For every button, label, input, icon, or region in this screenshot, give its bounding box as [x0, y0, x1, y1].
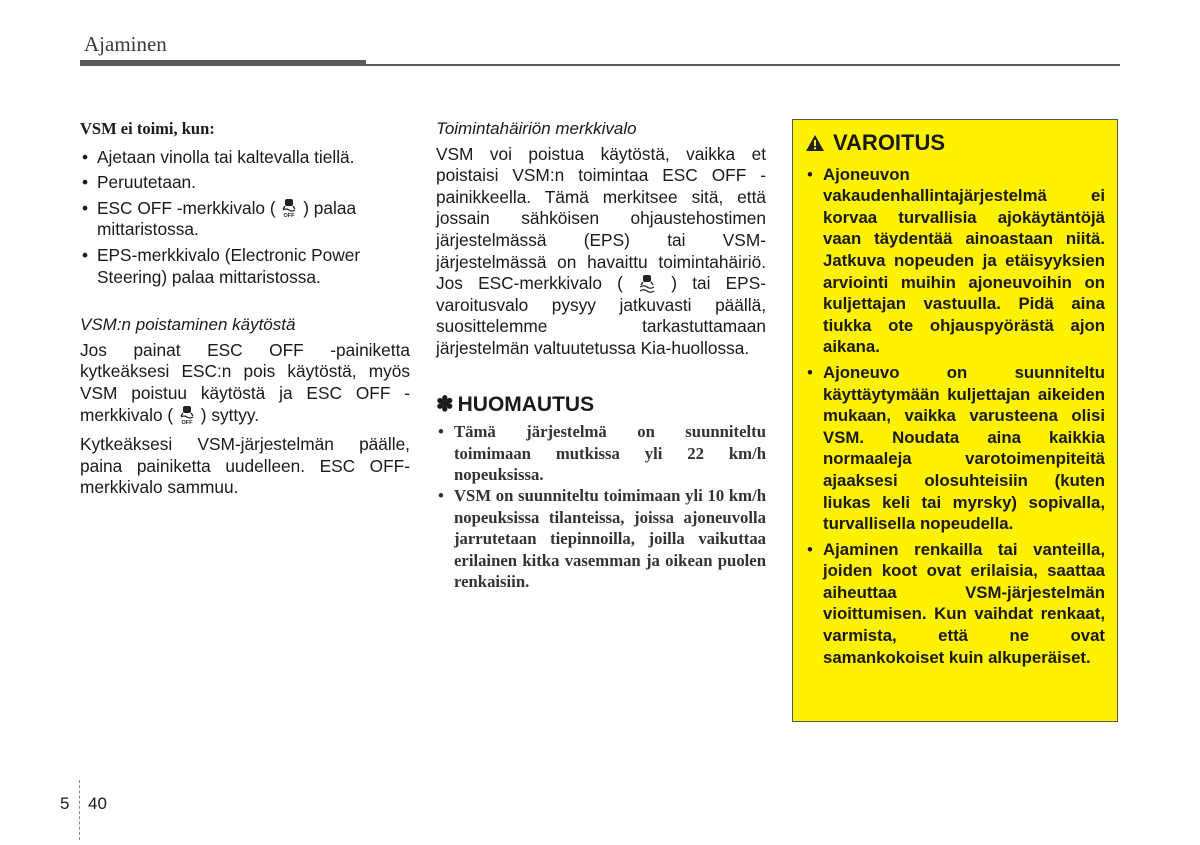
list-item-text: ESC OFF -merkkivalo ( [97, 197, 276, 218]
list-item: • Ajoneuvon vakaudenhallintajärjestelmä ei korvaa turvallisia ajokäytäntöjä vaan täydentää ainoastaan niitä. Jatkuva nopeuden ja etäisyyksien arviointi muihin ajoneuvoihin on kuljettajan vastuulla. Pidä aina tiukka ote ohjauspyörästä ajon aikana. [805, 164, 1105, 358]
list-item: • Ajoneuvo on suunniteltu käyttäytymään kuljettajan aikeiden mukaan, vaikka varusteena olisi VSM. Noudata aina kaikkia normaaleja varotoimenpiteitä ajaaksesi olosuhteisiin (kuten liukas keli tai myrsky) sopivalla, turvallisella nopeudella. [805, 362, 1105, 535]
esc-off-icon [280, 198, 298, 218]
warning-triangle-icon [805, 134, 825, 152]
paragraph-text: ) syttyy. [200, 404, 260, 425]
section-number: 5 [60, 794, 70, 813]
column-middle [436, 118, 766, 592]
list-item: • Tämä järjestelmä on suunniteltu toimimaan mutkissa yli 22 km/h nopeuksissa. [436, 421, 766, 485]
note-title: HUOMAUTUS [457, 392, 595, 416]
vsm-conditions-list [80, 147, 410, 289]
list-item: • EPS-merkkivalo (Electronic Power Steering) palaa mittaristossa. [80, 245, 410, 288]
list-item [80, 198, 410, 241]
note-list [436, 421, 766, 592]
malfunction-indicator-heading: Toimintahäiriön merkkivalo [436, 119, 637, 138]
esc-off-icon [178, 405, 196, 425]
header-rule-thick [80, 60, 366, 66]
list-item-text: ) palaa mittaristossa. [97, 197, 357, 240]
note-star-icon: ✽ [436, 392, 454, 416]
svg-text:OFF: OFF [181, 419, 193, 425]
vsm-not-working-heading: VSM ei toimi, kun: [80, 119, 215, 138]
vsm-disable-heading: VSM:n poistaminen käytöstä [80, 315, 296, 335]
page-number: 40 [88, 794, 107, 813]
warning-box [792, 119, 1118, 722]
esc-icon [638, 273, 656, 293]
paragraph: Kytkeäksesi VSM-järjestelmän päälle, paina painiketta uudelleen. ESC OFF-merkkivalo sammuu. [80, 434, 410, 498]
paragraph [80, 340, 410, 426]
svg-text:OFF: OFF [283, 212, 295, 218]
column-left [80, 118, 410, 507]
paragraph-text: Jos painat ESC OFF -painiketta kytkeäksesi ESC:n pois käytöstä, myös VSM poistuu käytöstä ja ESC OFF -merkkivalo ( [80, 339, 410, 425]
list-item: • VSM on suunniteltu toimimaan yli 10 km/h nopeuksissa tilanteissa, joissa ajoneuvolla jarrutetaan tiepinnoilla, joilla vaikuttaa erilainen kitka vasemman ja oikean puolen renkaisiin. [436, 485, 766, 592]
list-item: • Peruutetaan. [80, 172, 410, 194]
warning-list [805, 164, 1105, 669]
section-title: Ajaminen [84, 32, 167, 56]
warning-title: VAROITUS [833, 130, 946, 155]
list-item: • Ajetaan vinolla tai kaltevalla tiellä. [80, 147, 410, 169]
paragraph-text: ) tai EPS-varoitusvalo pysyy jatkuvasti päällä, suosittelemme tarkastuttamaan järjestelmän valtuutetussa Kia-huollossa. [436, 273, 766, 358]
paragraph [436, 144, 766, 360]
header-rule [366, 64, 1120, 66]
note-heading [436, 394, 766, 416]
list-item: • Ajaminen renkailla tai vanteilla, joiden koot ovat erilaisia, saattaa aiheuttaa VSM-järjestelmän vioittumisen. Kun vaihdat renkaat, varmista, että ne ovat samankokoiset kuin alkuperäiset. [805, 539, 1105, 669]
page-number-divider [79, 780, 80, 840]
paragraph-text: VSM voi poistua käytöstä, vaikka et poistaisi VSM:n toimintaa ESC OFF -painikkeella. Tämä merkitsee sitä, että jossain sähköisen ohjaustehostimen järjestelmässä (EPS) tai VSM-järjestelmässä on havaittu toimintahäiriö. Jos ESC-merkkivalo ( [436, 143, 766, 294]
warning-heading [805, 132, 1105, 154]
